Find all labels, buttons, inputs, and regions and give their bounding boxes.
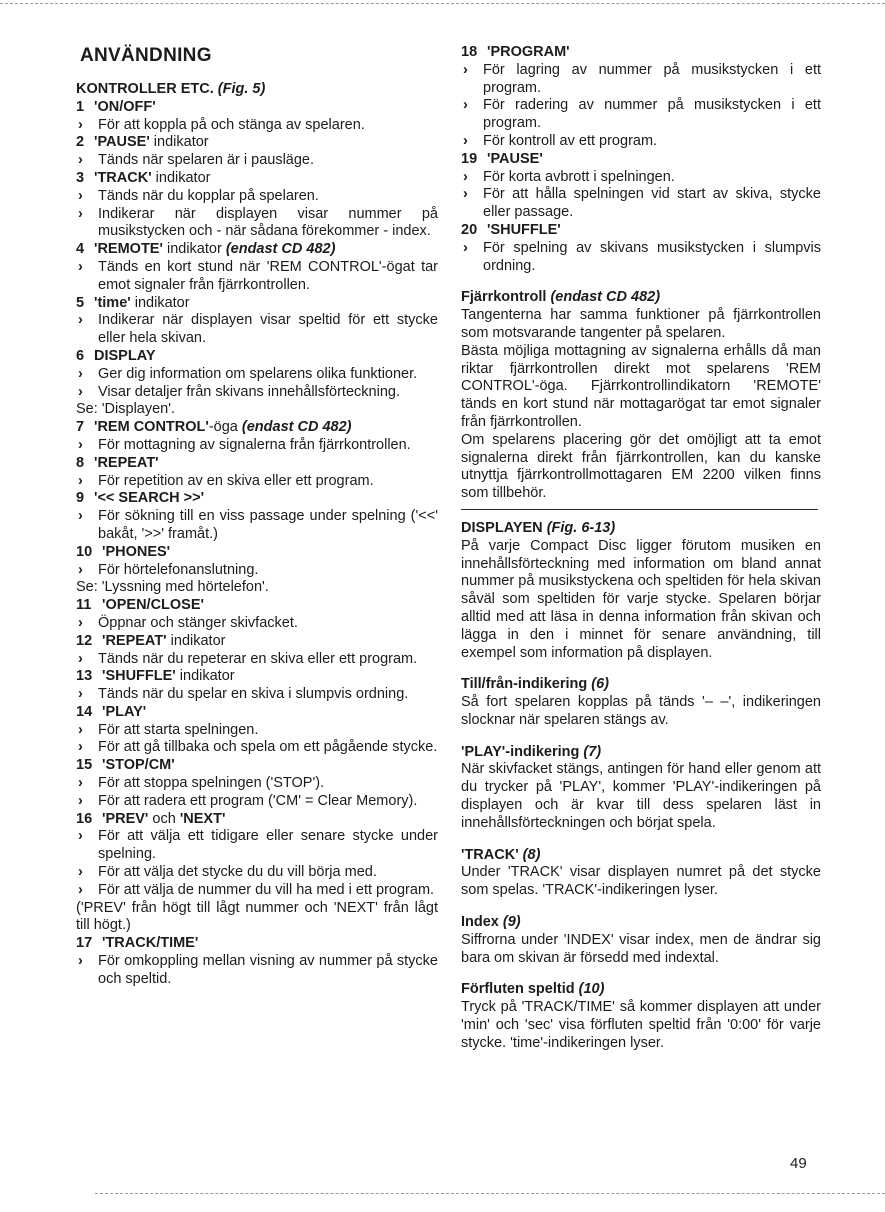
control-bullet: › Indikerar när displayen visar speltid för ett stycke eller hela skivan.: [76, 312, 438, 348]
control-item-heading: [76, 170, 438, 188]
right-column: [461, 44, 821, 1053]
control-bullet: › Tänds när du spelar en skiva i slumpvis ordning.: [76, 686, 438, 704]
remote-heading: Fjärrkontroll (endast CD 482): [461, 289, 661, 306]
display-section-heading: 'TRACK' (8): [461, 846, 541, 863]
bottom-scan-rule: [95, 1193, 885, 1194]
control-bullet: › Indikerar när displayen visar nummer på musikstycken och - när sådana förekommer - index.: [76, 206, 438, 242]
control-bullet: › För att välja det stycke du du vill börja med.: [76, 864, 438, 882]
control-bullet: › Ger dig information om spelarens olika funktioner.: [76, 366, 438, 384]
control-bullet: › För att koppla på och stänga av spelaren.: [76, 117, 438, 135]
control-label: 'ON/OFF': [94, 98, 156, 115]
control-bullet: › För att starta spelningen.: [76, 722, 438, 740]
control-bullet: › För radering av nummer på musikstycken i ett program.: [461, 97, 821, 133]
display-section-heading: Till/från-indikering (6): [461, 676, 609, 693]
remote-section: [461, 289, 821, 503]
control-bullet: › För att välja de nummer du vill ha med i ett program.: [76, 882, 438, 900]
control-suffix: -öga: [208, 419, 242, 436]
control-item-heading: [76, 811, 438, 829]
control-suffix: indikator: [149, 134, 209, 151]
display-section-text: När skivfacket stängs, antingen för hand eller genom att du trycker på 'PLAY', kommer 'PLAY'-indikeringen på displayen och är kvar till dess spelaren läst in innehållsförteckningen och börjat spela.: [461, 761, 821, 831]
control-bullet: › Öppnar och stänger skivfacket.: [76, 615, 438, 633]
display-section-text: På varje Compact Disc ligger förutom musiken en innehållsförteckning med information om bland annat nummer på musikstyckena och speltiden för hela skivan såväl som speltiden för varje stycke. Spelaren börjar alltid med att läsa in denna information från skivan och lägga in den i minnet för senare användning, till exempel som information på displayen.: [461, 537, 821, 661]
control-item-heading: [76, 99, 438, 117]
control-bullet: › Tänds när du repeterar en skiva eller ett program.: [76, 651, 438, 669]
control-bullet: › För hörtelefonanslutning.: [76, 562, 438, 580]
display-section-heading: DISPLAYEN (Fig. 6-13): [461, 519, 616, 536]
display-section-text: Så fort spelaren kopplas på tänds '– –', indikeringen slocknar när spelaren stängs av.: [461, 694, 821, 728]
display-section: [461, 520, 821, 662]
control-number: 10: [76, 543, 93, 560]
control-item-heading: [76, 935, 438, 953]
control-label: '<< SEARCH >>': [94, 490, 205, 507]
control-number: 2: [76, 134, 85, 151]
page-title: ANVÄNDNING: [80, 45, 212, 66]
control-note: ('PREV' från högt till lågt nummer och 'NEXT' från lågt till högt.): [76, 899, 438, 934]
control-item-heading: [76, 597, 438, 615]
control-item-heading: [461, 222, 821, 240]
control-number: 11: [76, 597, 92, 614]
control-bullet: › För att hålla spelningen vid start av skiva, stycke eller passage.: [461, 186, 821, 222]
control-number: 14: [76, 703, 93, 720]
page-number: 49: [790, 1155, 807, 1172]
control-number: 4: [76, 241, 85, 258]
control-label: 'PREV': [102, 810, 149, 827]
control-label: 'time': [94, 294, 131, 311]
control-bullet: › Tänds när du kopplar på spelaren.: [76, 188, 438, 206]
control-bullet: › För mottagning av signalerna från fjärrkontrollen.: [76, 437, 438, 455]
control-item-heading: [76, 490, 438, 508]
control-number: 19: [461, 150, 478, 167]
control-number: 9: [76, 490, 85, 507]
display-section-text: Under 'TRACK' visar displayen numret på det stycke som spelas. 'TRACK'-indikeringen lyser.: [461, 864, 821, 899]
control-bullet: › För omkoppling mellan visning av nummer på stycke och speltid.: [76, 953, 438, 989]
controls-list-continued: [461, 44, 821, 275]
control-label: 'REM CONTROL': [94, 419, 209, 436]
control-item-heading: [76, 134, 438, 152]
display-section: [461, 744, 821, 833]
control-item-heading: [76, 295, 438, 313]
controls-list: [76, 99, 438, 989]
control-item-heading: [76, 704, 438, 722]
control-number: 13: [76, 668, 93, 685]
control-label: 'PLAY': [102, 703, 147, 720]
section-divider: [461, 509, 818, 510]
display-section: [461, 981, 821, 1052]
control-bullet: › Tänds när spelaren är i pausläge.: [76, 152, 438, 170]
display-section-text: Tryck på 'TRACK/TIME' så kommer displayen att under 'min' och 'sec' visa förfluten speltid från '0:00' för varje stycke. 'time'-indikeringen lyser.: [461, 999, 821, 1051]
control-number: 17: [76, 935, 93, 952]
control-suffix: indikator: [166, 632, 226, 649]
control-item-heading: [76, 544, 438, 562]
display-sections: [461, 520, 821, 1053]
control-label: 'REPEAT': [102, 632, 167, 649]
control-item-heading: [76, 419, 438, 437]
control-label: 'REMOTE': [94, 241, 163, 258]
left-column: [76, 44, 438, 989]
control-note: Se: 'Lyssning med hörtelefon'.: [76, 579, 269, 596]
control-number: 6: [76, 347, 85, 364]
control-bullet: › För spelning av skivans musikstycken i slumpvis ordning.: [461, 240, 821, 276]
control-suffix: indikator: [130, 294, 190, 311]
control-suffix: indikator: [175, 668, 235, 685]
control-label: 'PHONES': [102, 543, 171, 560]
control-label: 'TRACK/TIME': [102, 935, 199, 952]
display-section: [461, 676, 821, 729]
control-label: 'PAUSE': [487, 150, 543, 167]
top-scan-rule: [0, 3, 885, 4]
control-item-heading: [76, 633, 438, 651]
display-section-heading: Förfluten speltid (10): [461, 981, 605, 998]
remote-paragraph: Tangenterna har samma funktioner på fjärrkontrollen som motsvarande tangenter på spelaren.: [461, 307, 821, 341]
control-bullet: › För att gå tillbaka och spela om ett pågående stycke.: [76, 739, 438, 757]
control-item-heading: [461, 44, 821, 62]
remote-paragraph: Om spelarens placering gör det omöjligt att ta emot signalerna direkt från fjärrkontrollen, kan du kanske utnyttja fjärrkontrollmottagaren EM 2200 vilken finns som tillbehör.: [461, 431, 821, 502]
control-model-note: (endast CD 482): [225, 241, 336, 258]
control-label: 'NEXT': [179, 810, 226, 827]
control-item-heading: [76, 757, 438, 775]
control-item-heading: [76, 241, 438, 259]
control-bullet: › Visar detaljer från skivans innehållsförteckning.: [76, 384, 438, 402]
control-model-note: (endast CD 482): [241, 419, 352, 436]
control-label: 'PAUSE': [94, 134, 150, 151]
display-section: [461, 847, 821, 900]
display-section-text: Siffrorna under 'INDEX' visar index, men de ändrar sig bara om skivan är försedd med indextal.: [461, 931, 821, 966]
control-number: 12: [76, 632, 93, 649]
section-controls-heading: KONTROLLER ETC. (Fig. 5): [76, 81, 266, 97]
control-bullet: › För korta avbrott i spelningen.: [461, 169, 821, 187]
control-number: 5: [76, 294, 85, 311]
control-bullet: › För att stoppa spelningen ('STOP').: [76, 775, 438, 793]
control-suffix: indikator: [162, 241, 226, 258]
control-number: 15: [76, 757, 93, 774]
control-bullet: › För lagring av nummer på musikstycken i ett program.: [461, 62, 821, 98]
control-label: 'SHUFFLE': [487, 221, 561, 238]
control-bullet: › Tänds en kort stund när 'REM CONTROL'-ögat tar emot signaler från fjärrkontrollen.: [76, 259, 438, 295]
display-section: [461, 914, 821, 967]
control-number: 18: [461, 44, 478, 60]
control-bullet: › För sökning till en viss passage under spelning ('<<' bakåt, '>>' framåt.): [76, 508, 438, 544]
control-item-heading: [461, 151, 821, 169]
control-number: 7: [76, 419, 85, 436]
control-number: 3: [76, 169, 85, 186]
control-label: 'TRACK': [94, 169, 152, 186]
control-number: 20: [461, 221, 478, 238]
control-label: 'SHUFFLE': [102, 668, 176, 685]
control-number: 1: [76, 98, 85, 115]
control-label: DISPLAY: [94, 347, 156, 364]
control-number: 8: [76, 454, 85, 471]
control-label: 'REPEAT': [94, 454, 159, 471]
control-number: 16: [76, 810, 93, 827]
control-label: 'OPEN/CLOSE': [102, 597, 204, 614]
control-note: Se: 'Displayen'.: [76, 401, 176, 418]
control-label: 'PROGRAM': [487, 44, 570, 60]
control-item-heading: [76, 668, 438, 686]
control-bullet: › För repetition av en skiva eller ett program.: [76, 473, 438, 491]
control-bullet: › För kontroll av ett program.: [461, 133, 821, 151]
remote-paragraph: Bästa möjliga mottagning av signalerna erhålls då man riktar fjärrkontrollen direkt mot spelarens 'REM CONTROL'-öga. Fjärrkontrollindikatorn 'REMOTE' tänds en kort stund när mottagarögat tar emot signaler från fjärrkontrollen.: [461, 342, 821, 430]
control-item-heading: [76, 348, 438, 366]
display-section-heading: Index (9): [461, 914, 521, 931]
control-bullet: › För att radera ett program ('CM' = Clear Memory).: [76, 793, 438, 811]
control-bullet: › För att välja ett tidigare eller senare stycke under spelning.: [76, 828, 438, 864]
control-suffix: indikator: [151, 169, 211, 186]
control-suffix: och: [148, 810, 180, 827]
control-item-heading: [76, 455, 438, 473]
display-section-heading: 'PLAY'-indikering (7): [461, 743, 602, 760]
control-label: 'STOP/CM': [102, 757, 175, 774]
